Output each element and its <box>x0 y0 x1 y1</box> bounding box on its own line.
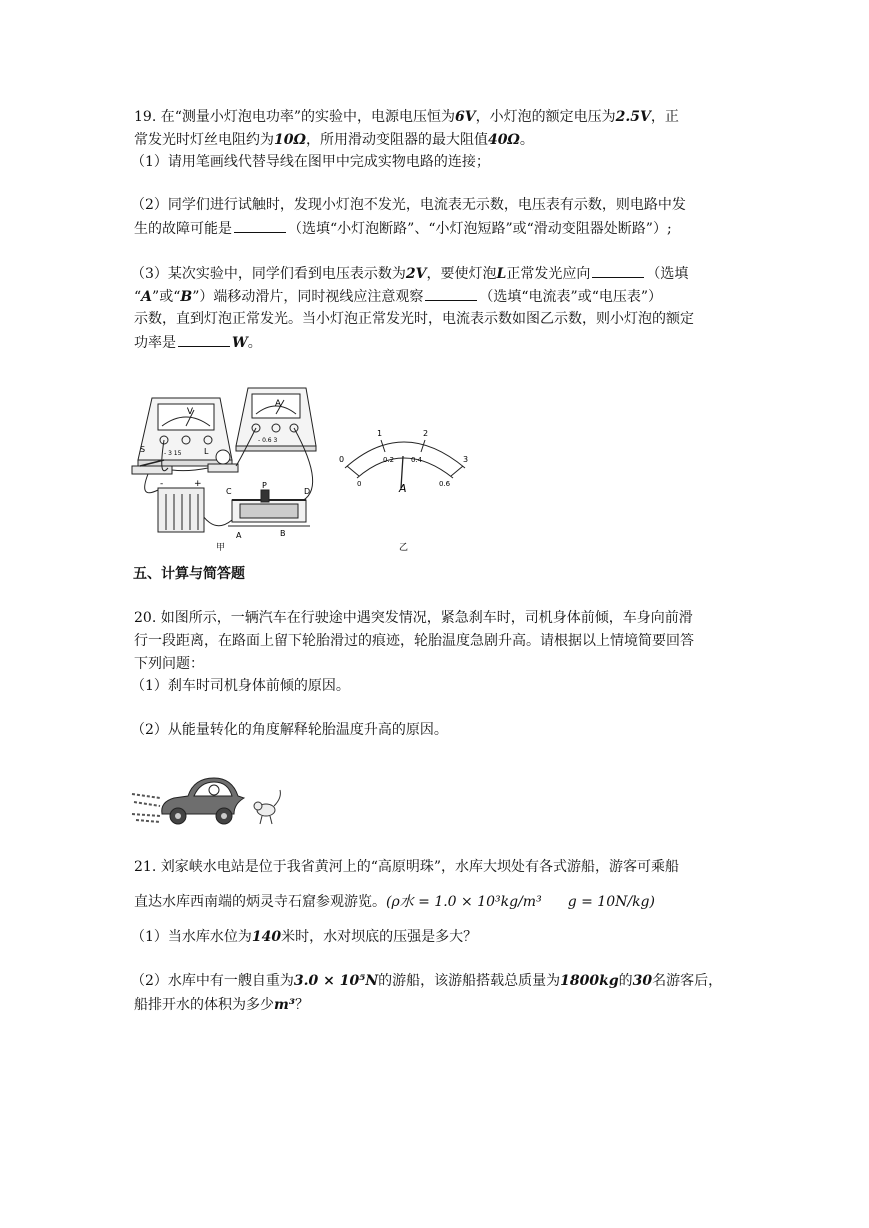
boat-weight: 3.0 × 10⁵N <box>293 973 379 989</box>
lamp-symbol: L <box>496 266 507 282</box>
q21-text: （2）水库中有一艘自重为 <box>131 973 294 989</box>
q20-line-3: 下列问题： <box>134 656 204 672</box>
q21-text: ？ <box>294 997 309 1013</box>
dial-inner-tick: 0.6 <box>439 480 451 488</box>
rheostat-a-label: A <box>236 531 242 540</box>
rated-voltage: 2.5V <box>615 109 651 125</box>
q19-text: （选填 <box>646 266 689 282</box>
passenger-count: 30 <box>632 973 653 989</box>
q19-line-2 <box>134 130 534 150</box>
water-density-formula: (ρ水 = 1.0 × 10³kg/m³ <box>386 894 542 910</box>
q19-part-2-line-2 <box>134 218 672 239</box>
voltmeter-terminals: - 3 15 <box>164 450 182 457</box>
q19-text: “ <box>134 289 142 305</box>
circuit-figure-jia <box>128 380 328 552</box>
rheostat-d-label: D <box>304 487 311 496</box>
q20-part-2: （2）从能量转化的角度解释轮胎温度升高的原因。 <box>131 722 448 738</box>
answer-blank[interactable] <box>178 332 230 347</box>
rheostat-p-label: P <box>262 481 267 490</box>
rheostat-icon <box>228 490 310 526</box>
dial-outer-tick: 2 <box>423 429 429 438</box>
dial-outer-tick: 1 <box>377 429 383 438</box>
q20-line-1: 20. 如图所示，一辆汽车在行驶途中遇突发情况，紧急刹车时，司机身体前倾，车身向前滑 <box>134 610 693 626</box>
q21-text: 米时，水对坝底的压强是多大？ <box>281 929 478 945</box>
q21-part-2-line-2 <box>134 995 309 1015</box>
braking-car-figure <box>130 768 294 830</box>
q21-line-2 <box>134 892 655 912</box>
q19-text: 正常发光应向 <box>506 266 591 282</box>
q19-part-3-line-2 <box>134 286 662 307</box>
dial-outer-arc <box>345 442 465 468</box>
answer-blank[interactable] <box>425 286 477 301</box>
car-icon <box>162 778 244 824</box>
passenger-mass: 1800kg <box>560 973 619 989</box>
q21-text: 的游船，该游船搭载总质量为 <box>378 973 561 989</box>
unit-cubic-meter: m³ <box>274 997 295 1013</box>
q19-text: 功率是 <box>134 335 176 351</box>
q19-text: ，所用滑动变阻器的最大阻值 <box>305 132 488 148</box>
q21-text: 名游客后， <box>652 973 723 989</box>
q19-part-2-line-1: （2）同学们进行试触时，发现小灯泡不发光，电流表无示数，电压表有示数，则电路中发 <box>131 197 686 213</box>
voltmeter-reading: 2V <box>405 266 427 282</box>
end-a-symbol: A <box>141 289 153 305</box>
q21-part-2-line-1 <box>131 971 722 991</box>
animal-icon <box>254 790 280 824</box>
q19-text: ，要使灯泡 <box>426 266 497 282</box>
figure-jia-caption: 甲 <box>216 543 226 552</box>
q20-part-1: （1）刹车时司机身体前倾的原因。 <box>131 678 350 694</box>
q21-text: （1）当水库水位为 <box>131 929 252 945</box>
q19-text: （3）某次实验中，同学们看到电压表示数为 <box>131 266 406 282</box>
q21-text: 的 <box>618 973 633 989</box>
battery-minus: - <box>160 479 164 489</box>
figure-yi-caption: 乙 <box>399 543 409 553</box>
rheostat-b-label: B <box>280 529 286 538</box>
q19-text: 生的故障可能是 <box>134 221 232 237</box>
dial-inner-arc <box>357 458 453 478</box>
q19-text: 。 <box>247 335 262 351</box>
water-depth: 140 <box>251 929 282 945</box>
q19-part-3-line-1 <box>131 263 688 284</box>
ammeter-dial-figure-yi <box>335 422 475 554</box>
q19-text: （选填“小灯泡断路”、“小灯泡短路”或“滑动变阻器处断路”）; <box>288 221 672 237</box>
ammeter-terminals: - 0.6 3 <box>258 437 278 444</box>
source-voltage: 6V <box>455 109 476 125</box>
voltmeter-symbol: V <box>186 407 194 417</box>
max-resistance: 40Ω <box>487 132 520 148</box>
unit-watt: W <box>232 335 248 351</box>
q19-text: ，正 <box>650 109 679 125</box>
q19-text: ”）端移动滑片，同时视线应注意观察 <box>192 289 424 305</box>
q21-line-1: 21. 刘家峡水电站是位于我省黄河上的“高原明珠”，水库大坝处有各式游船，游客可乘船 <box>134 859 680 875</box>
q19-line-1 <box>134 107 679 127</box>
q19-text: ”或“ <box>152 289 181 305</box>
dial-outer-tick: 0 <box>339 455 345 464</box>
q19-text: 常发光时灯丝电阻约为 <box>134 132 274 148</box>
q19-text: 19. 在“测量小灯泡电功率”的实验中，电源电压恒为 <box>134 109 456 125</box>
q21-part-1 <box>131 927 477 947</box>
dial-outer-tick: 3 <box>463 455 469 464</box>
skid-marks-icon <box>132 794 160 822</box>
dial-inner-tick: 0 <box>357 480 362 488</box>
dial-unit: A <box>399 482 407 495</box>
q19-text: （选填“电流表”或“电压表”） <box>479 289 663 305</box>
end-b-symbol: B <box>180 289 193 305</box>
lamp-resistance: 10Ω <box>274 132 306 148</box>
dial-inner-tick: 0.2 <box>383 456 395 464</box>
q21-text: 直达水库西南端的炳灵寺石窟参观游览。 <box>134 894 386 910</box>
switch-label: S <box>140 445 146 454</box>
q19-part-1: （1）请用笔画线代替导线在图甲中完成实物电路的连接； <box>131 154 490 170</box>
dial-inner-tick: 0.4 <box>411 456 423 464</box>
gravity-formula: g = 10N/kg) <box>567 894 655 910</box>
q19-text: 。 <box>519 132 534 148</box>
q20-line-2: 行一段距离，在路面上留下轮胎滑过的痕迹，轮胎温度急剧升高。请根据以上情境简要回答 <box>134 633 694 649</box>
answer-blank[interactable] <box>234 218 286 233</box>
battery-plus: + <box>194 479 202 489</box>
lamp-label: L <box>204 447 209 456</box>
answer-blank[interactable] <box>592 263 644 278</box>
ammeter-symbol: A <box>274 399 282 409</box>
section-heading: 五、计算与简答题 <box>133 566 245 582</box>
battery-icon <box>158 488 204 532</box>
q21-text: 船排开水的体积为多少 <box>134 997 274 1013</box>
rheostat-c-label: C <box>226 487 232 496</box>
q19-text: ，小灯泡的额定电压为 <box>475 109 616 125</box>
q19-part-3-line-4 <box>134 332 262 353</box>
q19-part-3-line-3: 示数，直到灯泡正常发光。当小灯泡正常发光时，电流表示数如图乙示数，则小灯泡的额定 <box>134 311 694 327</box>
